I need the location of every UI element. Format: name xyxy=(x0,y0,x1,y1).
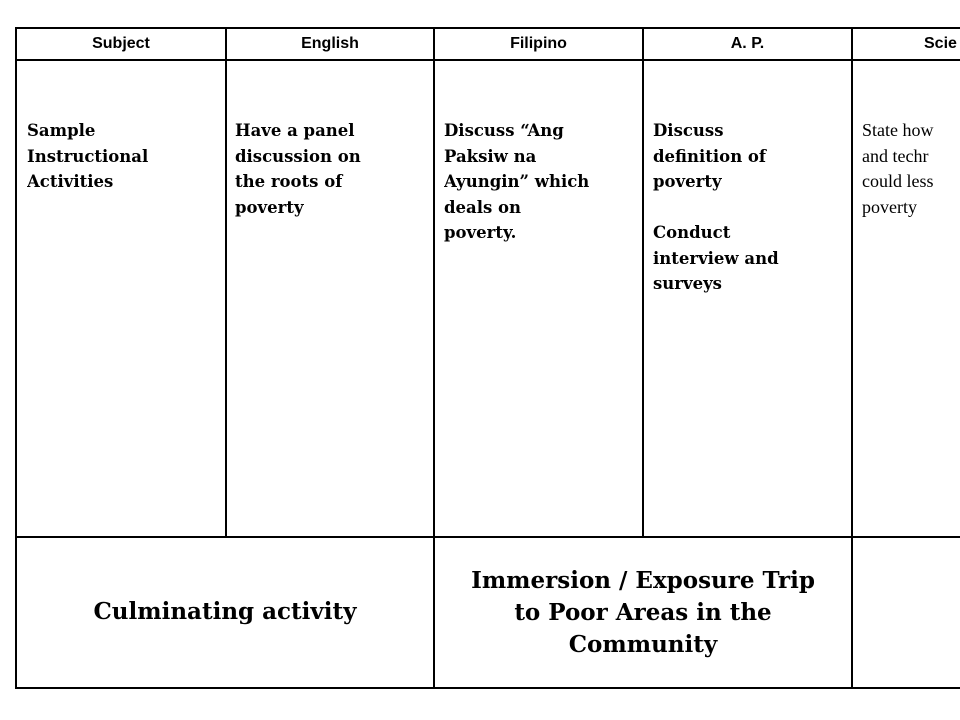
header-filipino: Filipino xyxy=(510,35,567,52)
header-subject: Subject xyxy=(92,35,150,52)
column-divider-filipino-ap xyxy=(642,27,644,538)
cell-science-activity: State how and techr could less poverty xyxy=(862,120,934,217)
cell-ap-activity: Discuss definition of poverty Conduct interview and surveys xyxy=(653,121,779,293)
table-bottom-border xyxy=(15,687,960,689)
column-divider-english-filipino xyxy=(433,27,435,538)
header-english: English xyxy=(301,35,359,52)
cell-filipino-activity: Discuss “Ang Paksiw na Ayungin” which deals on poverty. xyxy=(444,121,590,242)
header-science: Scie xyxy=(924,35,957,52)
column-divider-ap-science xyxy=(851,27,853,538)
column-divider-subject-english xyxy=(225,27,227,538)
culminating-activity-label: Culminating activity xyxy=(93,598,357,625)
activities-bottom-border xyxy=(15,536,960,538)
culminating-activity-description: Immersion / Exposure Trip to Poor Areas in the Community xyxy=(471,567,815,658)
header-ap: A. P. xyxy=(730,35,765,52)
row-label-instructional-activities: Sample Instructional Activities xyxy=(27,121,149,191)
table-left-border xyxy=(15,27,17,689)
cell-english-activity: Have a panel discussion on the roots of poverty xyxy=(235,121,361,217)
culminating-divider-right xyxy=(851,536,853,689)
